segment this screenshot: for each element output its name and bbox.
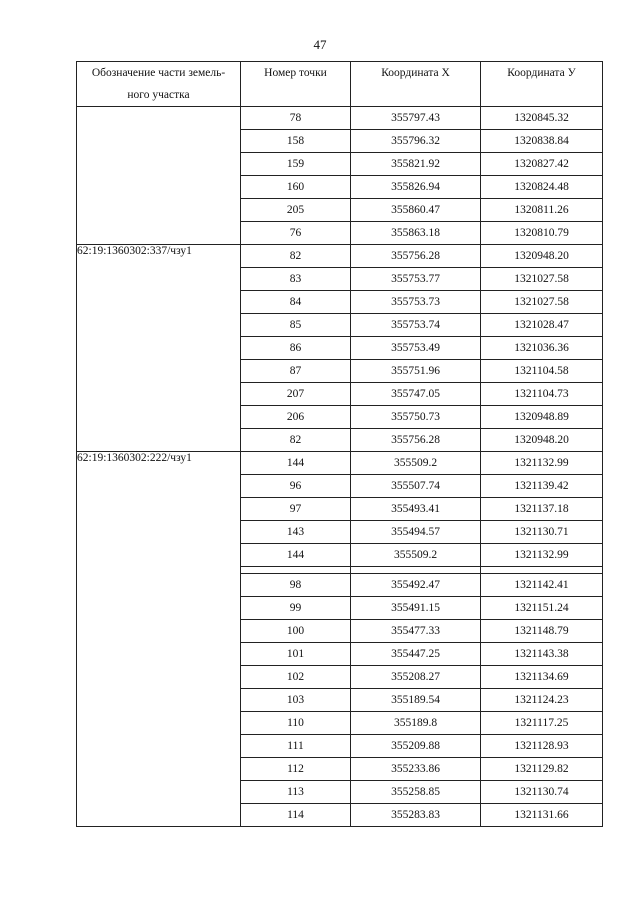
coordinate-x-cell: 355283.83 [351,804,481,827]
header-coordinate-x: Координата X [351,62,481,107]
coordinate-x-cell: 355208.27 [351,666,481,689]
coordinate-x-cell: 355756.28 [351,245,481,268]
coordinate-y-cell: 1320948.20 [481,429,603,452]
point-number-cell: 76 [241,222,351,245]
coordinate-y-cell: 1321104.73 [481,383,603,406]
coordinate-x-cell: 355796.32 [351,130,481,153]
point-number-cell: 97 [241,498,351,521]
point-number-cell: 143 [241,521,351,544]
coordinate-y-cell: 1320810.79 [481,222,603,245]
point-number-cell: 114 [241,804,351,827]
spacer-cell [481,567,603,574]
spacer-cell [241,567,351,574]
point-number-cell: 103 [241,689,351,712]
coordinate-x-cell: 355753.49 [351,337,481,360]
header-designation-line2: ного участка [127,89,190,101]
coordinate-x-cell: 355753.74 [351,314,481,337]
coordinate-y-cell: 1321117.25 [481,712,603,735]
coordinate-x-cell: 355509.2 [351,452,481,475]
coordinate-x-cell: 355507.74 [351,475,481,498]
coordinate-x-cell: 355447.25 [351,643,481,666]
point-number-cell: 98 [241,574,351,597]
page-number: 47 [313,37,327,52]
table-row [77,107,603,130]
coordinate-x-cell: 355477.33 [351,620,481,643]
coordinate-x-cell: 355863.18 [351,222,481,245]
coordinate-y-cell: 1321142.41 [481,574,603,597]
coordinate-x-cell: 355509.2 [351,544,481,567]
table-header-row [77,62,603,107]
coordinate-x-cell: 355189.8 [351,712,481,735]
coordinate-y-cell: 1321104.58 [481,360,603,383]
coordinate-x-cell: 355494.57 [351,521,481,544]
coordinate-y-cell: 1321128.93 [481,735,603,758]
coordinate-y-cell: 1321151.24 [481,597,603,620]
coordinate-y-cell: 1321148.79 [481,620,603,643]
designation-cell [77,107,241,245]
point-number-cell: 101 [241,643,351,666]
table-row [77,245,603,268]
coordinate-y-cell: 1321036.36 [481,337,603,360]
point-number-cell: 158 [241,130,351,153]
coordinate-y-cell: 1321132.99 [481,544,603,567]
coordinate-x-cell: 355753.73 [351,291,481,314]
point-number-cell: 113 [241,781,351,804]
designation-cell: 62:19:1360302:222/чзу1 [77,452,241,827]
coordinate-y-cell: 1320948.89 [481,406,603,429]
point-number-cell: 100 [241,620,351,643]
coordinate-y-cell: 1320827.42 [481,153,603,176]
point-number-cell: 144 [241,544,351,567]
header-designation [77,62,241,107]
coordinate-x-cell: 355756.28 [351,429,481,452]
point-number-cell: 160 [241,176,351,199]
header-coordinate-y: Координата У [481,62,603,107]
point-number-cell: 112 [241,758,351,781]
point-number-cell: 110 [241,712,351,735]
coordinate-y-cell: 1321129.82 [481,758,603,781]
coordinate-y-cell: 1320845.32 [481,107,603,130]
coordinate-x-cell: 355860.47 [351,199,481,222]
point-number-cell: 86 [241,337,351,360]
point-number-cell: 87 [241,360,351,383]
spacer-cell [351,567,481,574]
coordinate-x-cell: 355747.05 [351,383,481,406]
coordinates-table [76,61,603,827]
designation-cell: 62:19:1360302:337/чзу1 [77,245,241,452]
coordinate-y-cell: 1320838.84 [481,130,603,153]
coordinate-x-cell: 355491.15 [351,597,481,620]
point-number-cell: 82 [241,429,351,452]
coordinate-x-cell: 355258.85 [351,781,481,804]
point-number-cell: 207 [241,383,351,406]
coordinate-y-cell: 1321027.58 [481,268,603,291]
point-number-cell: 205 [241,199,351,222]
coordinate-x-cell: 355233.86 [351,758,481,781]
coordinate-x-cell: 355751.96 [351,360,481,383]
coordinate-y-cell: 1321130.74 [481,781,603,804]
coordinate-y-cell: 1321028.47 [481,314,603,337]
coordinate-x-cell: 355821.92 [351,153,481,176]
point-number-cell: 84 [241,291,351,314]
coordinate-y-cell: 1321143.38 [481,643,603,666]
coordinate-x-cell: 355750.73 [351,406,481,429]
coordinate-y-cell: 1320824.48 [481,176,603,199]
coordinate-x-cell: 355189.54 [351,689,481,712]
point-number-cell: 159 [241,153,351,176]
point-number-cell: 96 [241,475,351,498]
table-row [77,452,603,475]
coordinate-y-cell: 1321134.69 [481,666,603,689]
coordinate-y-cell: 1321132.99 [481,452,603,475]
coordinate-x-cell: 355493.41 [351,498,481,521]
point-number-cell: 102 [241,666,351,689]
coordinate-x-cell: 355753.77 [351,268,481,291]
coordinate-y-cell: 1321139.42 [481,475,603,498]
coordinate-x-cell: 355826.94 [351,176,481,199]
coordinate-y-cell: 1321130.71 [481,521,603,544]
coordinate-y-cell: 1321124.23 [481,689,603,712]
coordinate-y-cell: 1321027.58 [481,291,603,314]
table-body [77,107,603,827]
point-number-cell: 83 [241,268,351,291]
point-number-cell: 111 [241,735,351,758]
coordinate-y-cell: 1321137.18 [481,498,603,521]
point-number-cell: 78 [241,107,351,130]
coordinate-y-cell: 1321131.66 [481,804,603,827]
point-number-cell: 144 [241,452,351,475]
point-number-cell: 82 [241,245,351,268]
coordinate-y-cell: 1320811.26 [481,199,603,222]
header-designation-line1: Обозначение части земель- [91,67,226,79]
coordinate-x-cell: 355492.47 [351,574,481,597]
coordinate-x-cell: 355209.88 [351,735,481,758]
coordinate-x-cell: 355797.43 [351,107,481,130]
point-number-cell: 206 [241,406,351,429]
point-number-cell: 85 [241,314,351,337]
coordinate-y-cell: 1320948.20 [481,245,603,268]
point-number-cell: 99 [241,597,351,620]
header-point-number: Номер точки [241,62,351,107]
